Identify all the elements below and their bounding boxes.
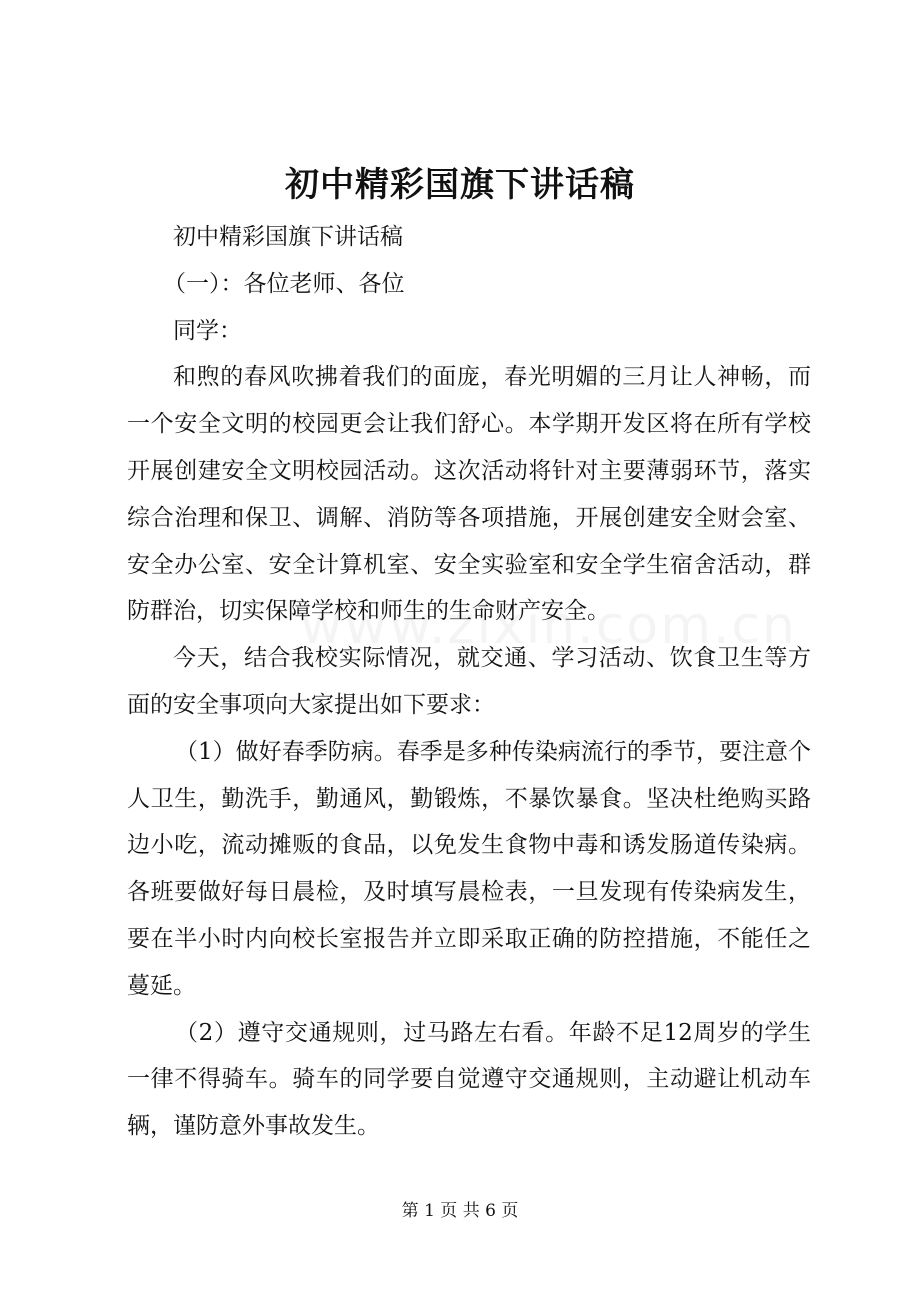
page-footer: 第 1 页 共 6 页 — [401, 1201, 519, 1221]
paragraph-item-2: （2）遵守交通规则，过马路左右看。年龄不足12周岁的学生一律不得骑车。骑车的同学要自觉遵守交通规则，主动避让机动车辆，谨防意外事故发生。 — [127, 1019, 811, 1140]
paragraph-section-one: （一）：各位老师、各位 — [163, 270, 405, 297]
paragraph-greeting: 同学： — [173, 317, 242, 344]
paragraph-subtitle: 初中精彩国旗下讲话稿 — [173, 224, 403, 250]
document-body — [127, 214, 811, 1150]
document-title: 初中精彩国旗下讲话稿 — [285, 165, 635, 205]
paragraph-today: 今天，结合我校实际情况，就交通、学习活动、饮食卫生等方面的安全事项向大家提出如下要求： — [127, 645, 811, 718]
paragraph-item-1: （1）做好春季防病。春季是多种传染病流行的季节，要注意个人卫生，勤洗手，勤通风，勤锻炼，不暴饮暴食。坚决杜绝购买路边小吃，流动摊贩的食品，以免发生食物中毒和诱发肠道传染病。各班要做好每日晨检，及时填写晨检表，一旦发现有传染病发生，要在半小时内向校长室报告并立即采取正确的防控措施，不能任之蔓延。 — [127, 738, 811, 999]
paragraph-intro: 和煦的春风吹拂着我们的面庞，春光明媚的三月让人神畅，而一个安全文明的校园更会让我们舒心。本学期开发区将在所有学校开展创建安全文明校园活动。这次活动将针对主要薄弱环节，落实综合治理和保卫、调解、消防等各项措施，开展创建安全财会室、安全办公室、安全计算机室、安全实验室和安全学生宿舍活动，群防群治，切实保障学校和师生的生命财产安全。 — [127, 364, 811, 625]
